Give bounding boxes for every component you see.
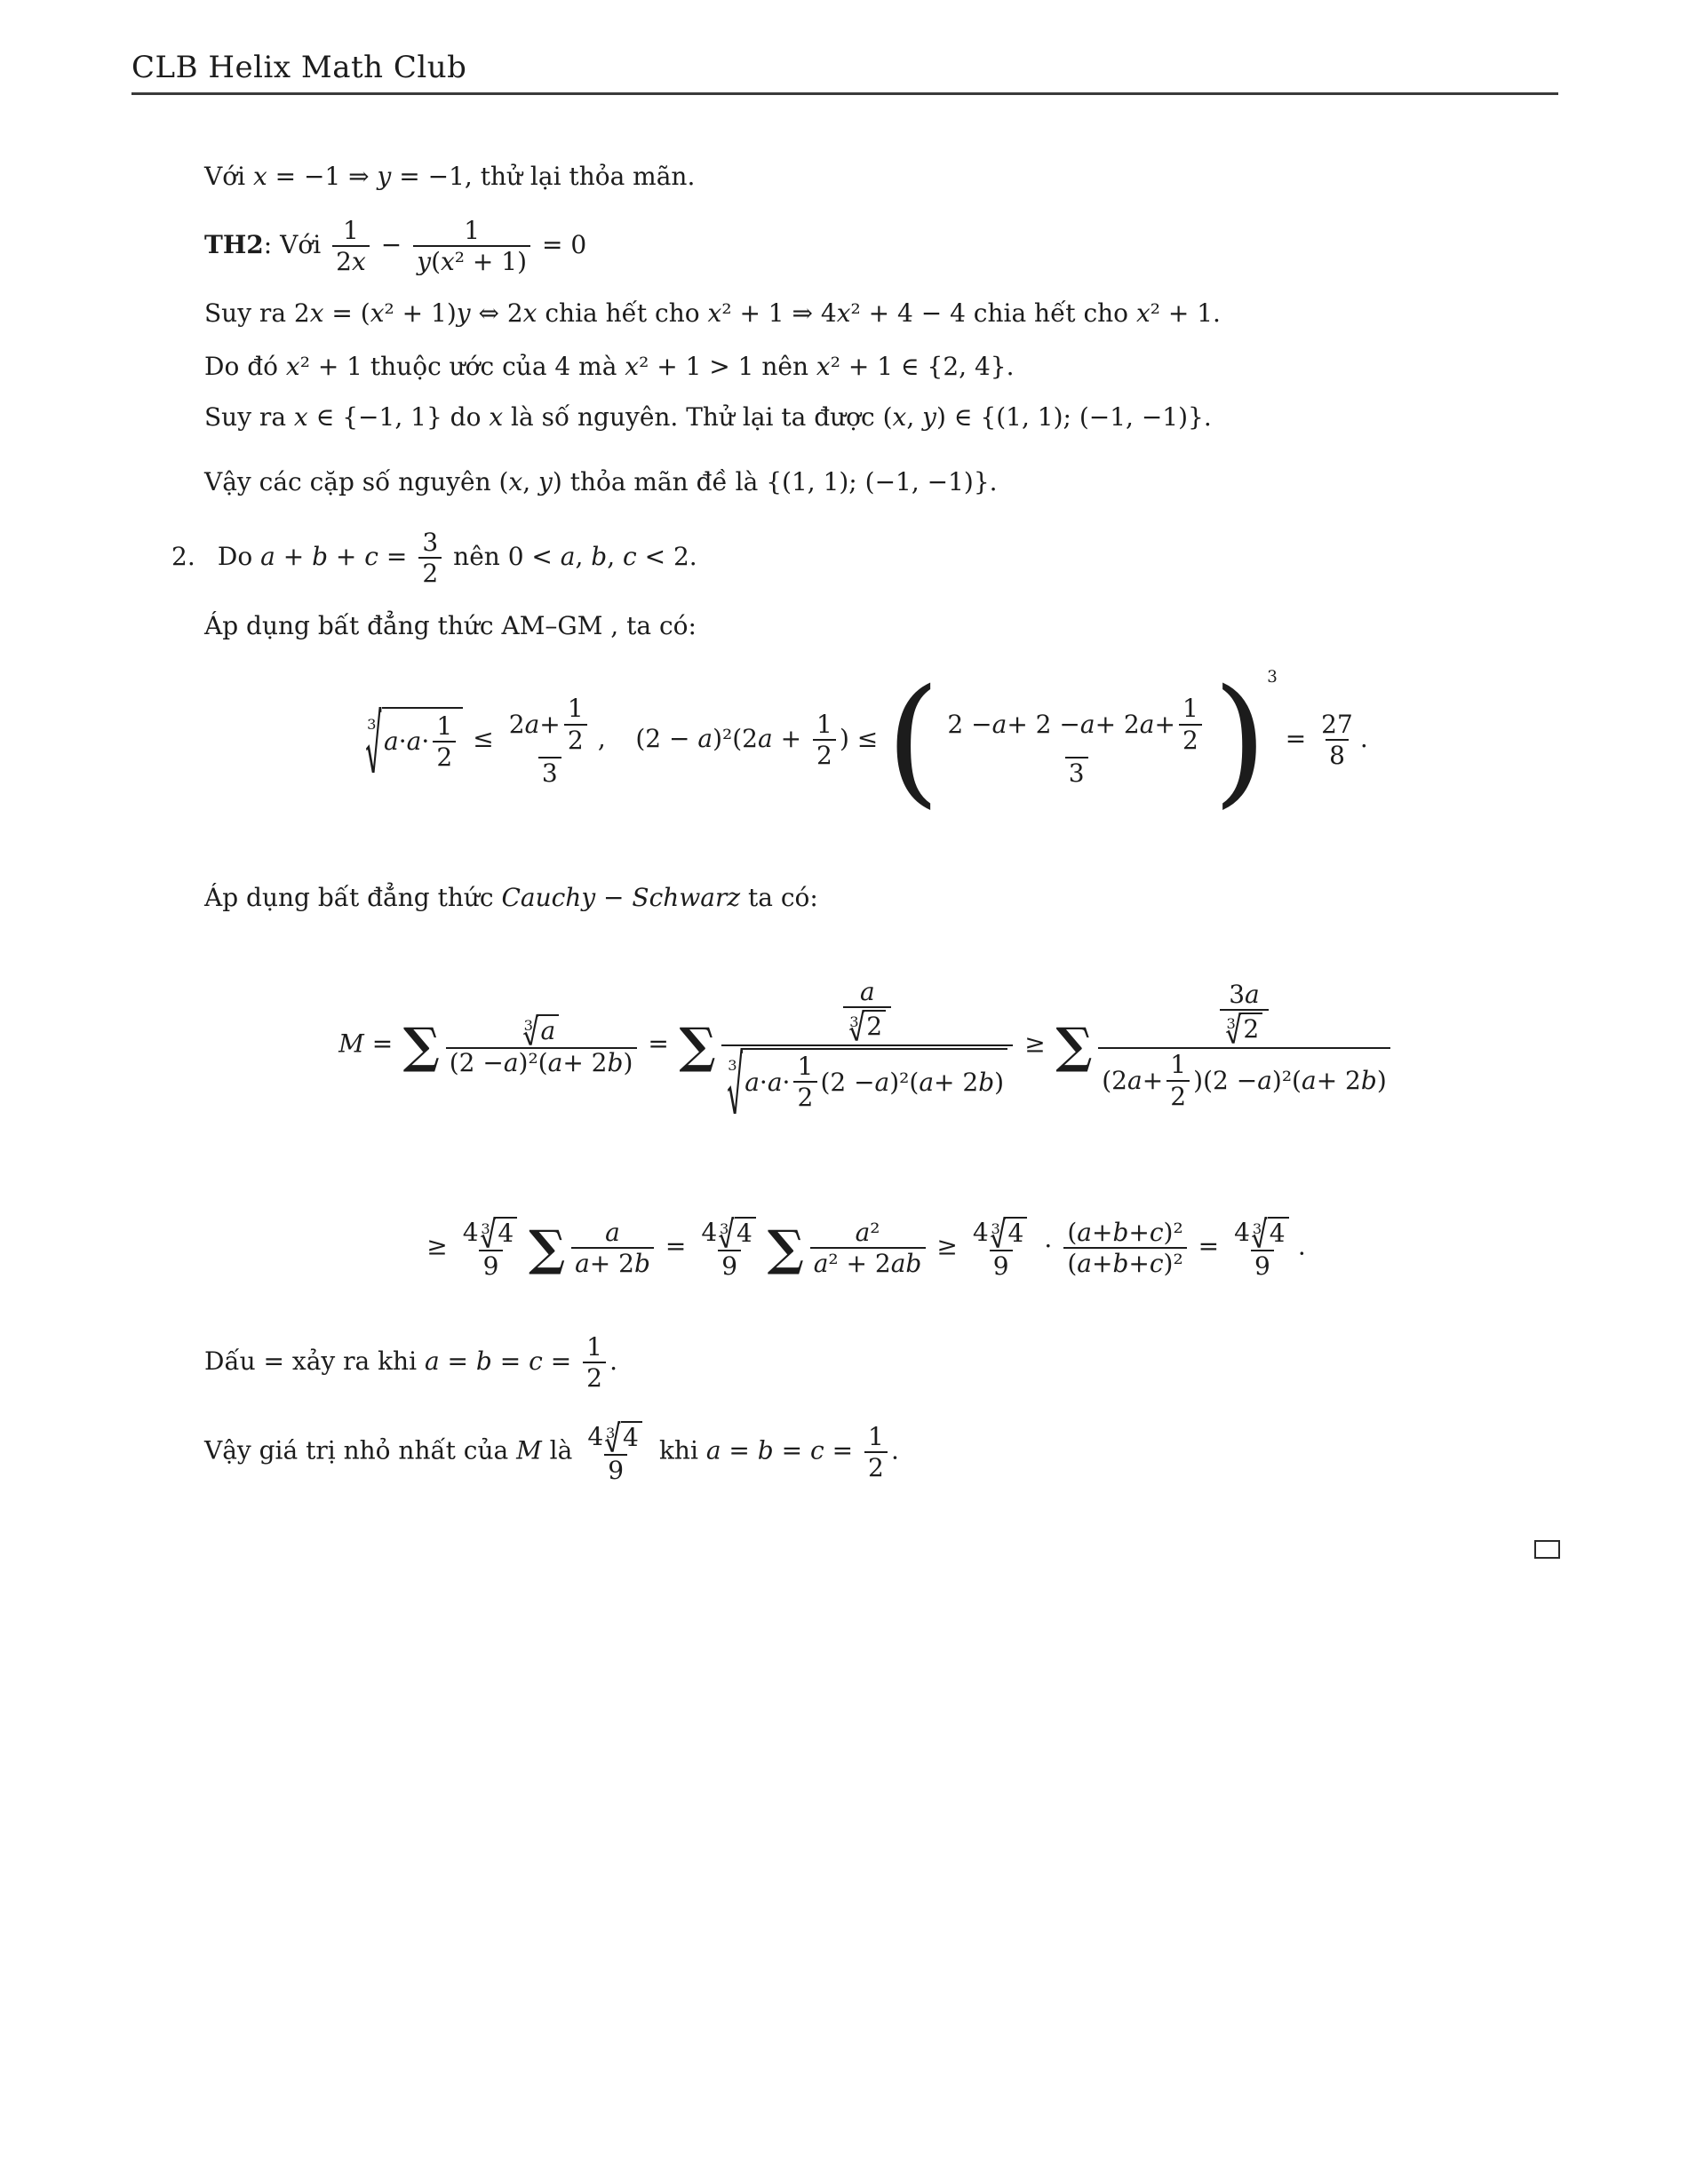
line-conclusion-pairs: Vậy các cặp số nguyên (x, y) thỏa mãn đề là {(1, 1); (−1, −1)}. (204, 467, 998, 496)
line-apply-cauchy-schwarz: Áp dụng bất đẳng thức Cauchy − Schwarz ta có: (204, 883, 818, 912)
page-header-title: CLB Helix Math Club (131, 50, 467, 85)
line-check-x-minus-1: Với x = −1 ⇒ y = −1, thử lại thỏa mãn. (204, 162, 696, 191)
line-do-do-uoc-cua-4: Do đó x² + 1 thuộc ước của 4 mà x² + 1 > 1 nên x² + 1 ∈ {2, 4}. (204, 352, 1015, 381)
qed-box (1534, 1540, 1560, 1559)
line-item-2-intro: 2. Do a + b + c = $\frac{3}{2}$ nên 0 < a, b, c < 2. (171, 527, 697, 589)
line-th2-case: TH2: Với 1 2 x − 1 y ( x ² + 1) = 0 (204, 215, 587, 277)
header-rule (131, 92, 1558, 95)
line-suy-ra-divisibility: Suy ra 2x = (x² + 1)y ⇔ 2x chia hết cho x² + 1 ⇒ 4x² + 4 − 4 chia hết cho x² + 1. (204, 298, 1221, 328)
line-minimum-value: Vậy giá trị nhỏ nhất của M là 4 3 4 9 khi a = b = c = $\frac{1}{2}$ . (204, 1421, 899, 1485)
display-lower-bound-chain: ≥ 4 3 4 9 ∑ a a + 2 b = 4 3 4 9 ∑ a ² a ² + 2 a b ≥ 4 3 4 9 · ( a + b + c )² ( a + b + c )² = 4 3 4 9 . (426, 1217, 1306, 1281)
line-equality-case: Dấu = xảy ra khi a = b = c = $\frac{1}{2}$ . (204, 1331, 617, 1394)
display-am-gm-inequality: 3 a · a · $\frac{1}{2}$ ≤ 2 a + $\frac{1}{2}$ 3 , (2 − a)²(2a + $\frac{1}{2}$ ) ≤ ( 2 − a + 2 − a + 2 a + $\frac{1}{2}$ 3 )3 = $\frac{27}{8}$ . (367, 658, 1368, 822)
line-apply-am-gm: Áp dụng bất đẳng thức AM–GM , ta có: (204, 611, 697, 640)
line-suy-ra-x-in-set: Suy ra x ∈ {−1, 1} do x là số nguyên. Thử lại ta được (x, y) ∈ {(1, 1); (−1, −1)}. (204, 402, 1212, 432)
display-m-sum-chain: M = ∑ 3 a (2 − a )²( a + 2 b ) = ∑ a 3 2 3 a · a · $\frac{1}{2}$ (2 − a )²( a + 2 b ) ≥ ∑ 3 a 3 2 (2 a + $\frac{1}{2}$ )(2 − a )²( a + 2 b ) (169, 975, 1564, 1116)
